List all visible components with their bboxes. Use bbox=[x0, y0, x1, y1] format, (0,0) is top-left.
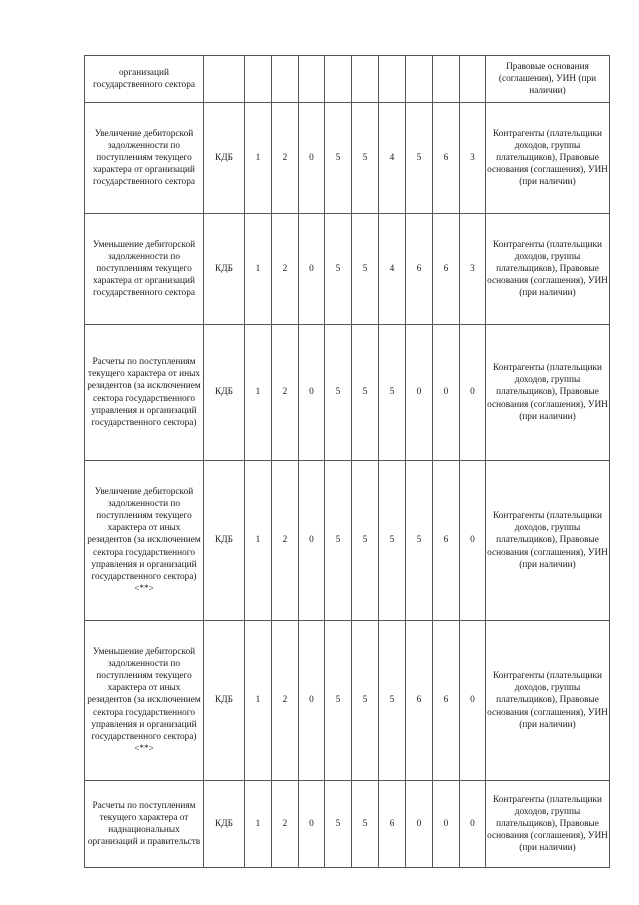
basis-cell: Контрагенты (плательщики доходов, группы плательщиков), Правовые основания (соглашения), УИН (при наличии) bbox=[486, 781, 610, 868]
digit-cell: 0 bbox=[299, 103, 325, 214]
account-name-cell: Уменьшение дебиторской задолженности по поступлениям текущего характера от иных резидентов (за исключением сектора государственного управления и организаций государственного сектора) <**> bbox=[85, 621, 204, 781]
digit-cell: 5 bbox=[325, 781, 352, 868]
basis-cell: Правовые основания (соглашения), УИН (при наличии) bbox=[486, 56, 610, 103]
digit-cell: 3 bbox=[460, 214, 486, 325]
digit-cell: 6 bbox=[406, 621, 433, 781]
digit-cell: 6 bbox=[379, 781, 406, 868]
digit-cell bbox=[406, 56, 433, 103]
digit-cell: 5 bbox=[352, 461, 379, 621]
digit-cell: 1 bbox=[245, 621, 272, 781]
account-name-cell: Увеличение дебиторской задолженности по поступлениям текущего характера от иных резидентов (за исключением сектора государственного управления и организаций государственного сектора) <**> bbox=[85, 461, 204, 621]
digit-cell: 5 bbox=[325, 325, 352, 461]
digit-cell: 0 bbox=[460, 325, 486, 461]
digit-cell: 2 bbox=[272, 621, 299, 781]
digit-cell: 5 bbox=[325, 621, 352, 781]
digit-cell: 1 bbox=[245, 461, 272, 621]
digit-cell: 0 bbox=[406, 325, 433, 461]
code-cell: КДБ bbox=[204, 461, 245, 621]
digit-cell: 5 bbox=[379, 621, 406, 781]
digit-cell bbox=[325, 56, 352, 103]
digit-cell: 0 bbox=[299, 214, 325, 325]
code-cell: КДБ bbox=[204, 781, 245, 868]
account-name-cell: Уменьшение дебиторской задолженности по поступлениям текущего характера от организаций государственного сектора bbox=[85, 214, 204, 325]
digit-cell: 6 bbox=[433, 621, 460, 781]
digit-cell bbox=[272, 56, 299, 103]
digit-cell bbox=[299, 56, 325, 103]
digit-cell: 5 bbox=[325, 214, 352, 325]
account-name-cell: организаций государственного сектора bbox=[85, 56, 204, 103]
table-row bbox=[85, 56, 610, 103]
digit-cell: 5 bbox=[352, 103, 379, 214]
digit-cell: 1 bbox=[245, 214, 272, 325]
basis-cell: Контрагенты (плательщики доходов, группы плательщиков), Правовые основания (соглашения), УИН (при наличии) bbox=[486, 103, 610, 214]
digit-cell: 1 bbox=[245, 781, 272, 868]
digit-cell: 4 bbox=[379, 214, 406, 325]
digit-cell: 6 bbox=[433, 461, 460, 621]
digit-cell: 5 bbox=[406, 103, 433, 214]
digit-cell: 5 bbox=[325, 461, 352, 621]
digit-cell: 6 bbox=[433, 103, 460, 214]
code-cell: КДБ bbox=[204, 214, 245, 325]
basis-cell: Контрагенты (плательщики доходов, группы плательщиков), Правовые основания (соглашения), УИН (при наличии) bbox=[486, 621, 610, 781]
digit-cell: 2 bbox=[272, 781, 299, 868]
digit-cell: 5 bbox=[379, 325, 406, 461]
account-name-cell: Расчеты по поступлениям текущего характера от иных резидентов (за исключением сектора государственного управления и организаций государственного сектора) bbox=[85, 325, 204, 461]
digit-cell: 2 bbox=[272, 325, 299, 461]
digit-cell: 6 bbox=[406, 214, 433, 325]
digit-cell: 4 bbox=[379, 103, 406, 214]
digit-cell: 3 bbox=[460, 103, 486, 214]
code-cell: КДБ bbox=[204, 325, 245, 461]
table-row bbox=[85, 621, 610, 781]
digit-cell: 5 bbox=[325, 103, 352, 214]
digit-cell bbox=[245, 56, 272, 103]
basis-cell: Контрагенты (плательщики доходов, группы плательщиков), Правовые основания (соглашения), УИН (при наличии) bbox=[486, 325, 610, 461]
digit-cell: 0 bbox=[460, 781, 486, 868]
basis-cell: Контрагенты (плательщики доходов, группы плательщиков), Правовые основания (соглашения), УИН (при наличии) bbox=[486, 461, 610, 621]
digit-cell bbox=[352, 56, 379, 103]
digit-cell: 0 bbox=[433, 781, 460, 868]
digit-cell: 5 bbox=[406, 461, 433, 621]
accounts-table bbox=[84, 55, 610, 868]
digit-cell: 5 bbox=[352, 325, 379, 461]
digit-cell bbox=[460, 56, 486, 103]
table-row bbox=[85, 214, 610, 325]
digit-cell: 1 bbox=[245, 103, 272, 214]
digit-cell: 0 bbox=[299, 325, 325, 461]
digit-cell bbox=[433, 56, 460, 103]
digit-cell: 0 bbox=[460, 461, 486, 621]
table-row bbox=[85, 781, 610, 868]
account-name-cell: Расчеты по поступлениям текущего характера от наднациональных организаций и правительств bbox=[85, 781, 204, 868]
table-row bbox=[85, 325, 610, 461]
digit-cell bbox=[379, 56, 406, 103]
digit-cell: 2 bbox=[272, 461, 299, 621]
basis-cell: Контрагенты (плательщики доходов, группы плательщиков), Правовые основания (соглашения), УИН (при наличии) bbox=[486, 214, 610, 325]
code-cell bbox=[204, 56, 245, 103]
digit-cell: 0 bbox=[406, 781, 433, 868]
digit-cell: 0 bbox=[460, 621, 486, 781]
digit-cell: 2 bbox=[272, 103, 299, 214]
table-row bbox=[85, 103, 610, 214]
digit-cell: 2 bbox=[272, 214, 299, 325]
code-cell: КДБ bbox=[204, 621, 245, 781]
digit-cell: 0 bbox=[299, 621, 325, 781]
digit-cell: 5 bbox=[352, 214, 379, 325]
digit-cell: 5 bbox=[379, 461, 406, 621]
digit-cell: 6 bbox=[433, 214, 460, 325]
digit-cell: 0 bbox=[433, 325, 460, 461]
digit-cell: 0 bbox=[299, 781, 325, 868]
digit-cell: 1 bbox=[245, 325, 272, 461]
code-cell: КДБ bbox=[204, 103, 245, 214]
digit-cell: 5 bbox=[352, 781, 379, 868]
digit-cell: 0 bbox=[299, 461, 325, 621]
table-row bbox=[85, 461, 610, 621]
digit-cell: 5 bbox=[352, 621, 379, 781]
account-name-cell: Увеличение дебиторской задолженности по поступлениям текущего характера от организаций государственного сектора bbox=[85, 103, 204, 214]
